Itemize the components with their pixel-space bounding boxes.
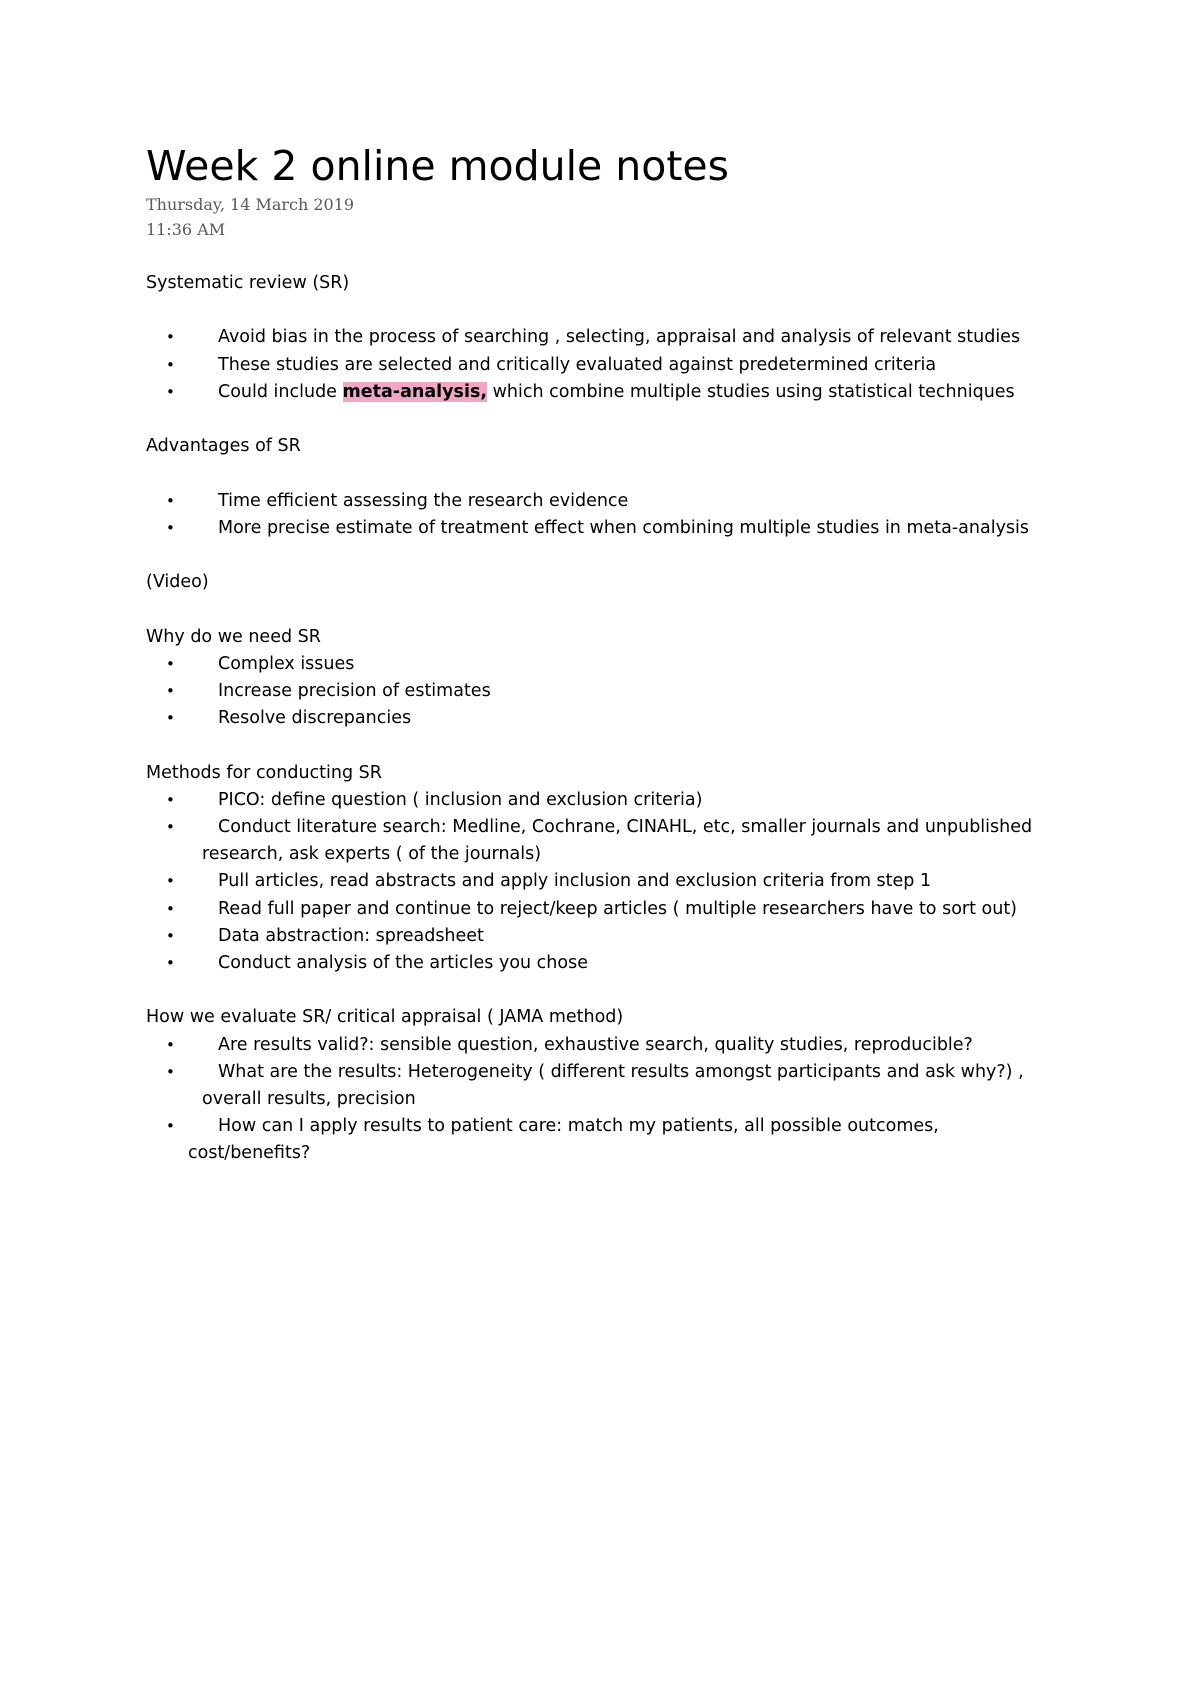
- list-item: [146, 515, 1086, 542]
- page-title: Week 2 online module notes: [146, 142, 729, 190]
- list-item-text: Read full paper and continue to reject/keep articles ( multiple researchers have to sort out): [218, 898, 1018, 919]
- list-item-text: Conduct analysis of the articles you chose: [218, 952, 588, 973]
- list-item-text: Are results valid?: sensible question, exhaustive search, quality studies, reproducible?: [218, 1034, 973, 1055]
- section-heading-evaluate: How we evaluate SR/ critical appraisal ( JAMA method): [146, 1007, 624, 1028]
- list-item-text: Conduct literature search: Medline, Cochrane, CINAHL, etc, smaller journals and unpublished: [218, 816, 1033, 837]
- video-label: (Video): [146, 572, 209, 593]
- list-item-text: More precise estimate of treatment effect when combining multiple studies in meta-analysis: [218, 517, 1030, 538]
- bullet-icon: •: [166, 817, 175, 836]
- bullet-icon: •: [166, 355, 175, 374]
- list-item-text-after: which combine multiple studies using statistical techniques: [487, 381, 1015, 402]
- bullet-icon: •: [166, 790, 175, 809]
- section-heading-why: Why do we need SR: [146, 626, 321, 647]
- list-item-text: Avoid bias in the process of searching , selecting, appraisal and analysis of relevant studies: [218, 327, 1021, 348]
- section-heading-methods: Methods for conducting SR: [146, 762, 382, 783]
- list-item: [146, 1032, 1086, 1059]
- list-item-text: Time efficient assessing the research evidence: [218, 490, 629, 511]
- list-item: [146, 678, 1086, 705]
- list-item-text: PICO: define question ( inclusion and exclusion criteria): [218, 789, 703, 810]
- bullet-icon: •: [166, 1062, 175, 1081]
- list-item: [146, 950, 1086, 977]
- list-item-continuation: overall results, precision: [202, 1088, 416, 1109]
- list-item: [146, 814, 1086, 868]
- list-item: [146, 868, 1086, 895]
- bullet-icon: •: [166, 872, 175, 891]
- list-item: [146, 324, 1086, 351]
- methods-list: [146, 787, 1086, 977]
- list-item-text-before: Could include: [218, 381, 343, 402]
- advantages-list: [146, 488, 1086, 542]
- note-date: Thursday, 14 March 2019: [146, 195, 355, 214]
- list-item-continuation: research, ask experts ( of the journals): [202, 844, 542, 865]
- bullet-icon: •: [166, 926, 175, 945]
- list-item-text: These studies are selected and critically evaluated against predetermined criteria: [218, 354, 937, 375]
- bullet-icon: •: [166, 491, 175, 510]
- bullet-icon: •: [166, 681, 175, 700]
- list-item: [146, 352, 1086, 379]
- sr-list: [146, 324, 1086, 406]
- bullet-icon: •: [166, 518, 175, 537]
- section-heading-advantages: Advantages of SR: [146, 436, 301, 457]
- list-item-text: How can I apply results to patient care: match my patients, all possible outcomes,: [218, 1116, 939, 1137]
- bullet-icon: •: [166, 1117, 175, 1136]
- list-item-text: Data abstraction: spreadsheet: [218, 925, 484, 946]
- list-item: [146, 787, 1086, 814]
- list-item: [146, 379, 1086, 406]
- list-item: [146, 1113, 1086, 1167]
- list-item: [146, 1059, 1086, 1113]
- bullet-icon: •: [166, 899, 175, 918]
- list-item: [146, 651, 1086, 678]
- list-item-continuation: cost/benefits?: [188, 1143, 311, 1164]
- note-body: [146, 270, 1086, 1168]
- why-list: [146, 651, 1086, 733]
- bullet-icon: •: [166, 709, 175, 728]
- bullet-icon: •: [166, 382, 175, 401]
- bullet-icon: •: [166, 654, 175, 673]
- highlighted-term: meta-analysis,: [342, 381, 488, 402]
- list-item-text: Pull articles, read abstracts and apply inclusion and exclusion criteria from step 1: [218, 871, 932, 892]
- list-item: [146, 705, 1086, 732]
- list-item-text: Resolve discrepancies: [218, 708, 412, 729]
- bullet-icon: •: [166, 328, 175, 347]
- list-item-text: What are the results: Heterogeneity ( different results amongst participants and ask why?) ,: [218, 1061, 1024, 1082]
- evaluate-list: [146, 1032, 1086, 1168]
- bullet-icon: •: [166, 1035, 175, 1054]
- list-item-text: Increase precision of estimates: [218, 680, 491, 701]
- list-item-text: Complex issues: [218, 653, 355, 674]
- list-item: [146, 488, 1086, 515]
- list-item: [146, 923, 1086, 950]
- bullet-icon: •: [166, 953, 175, 972]
- section-heading-sr: Systematic review (SR): [146, 273, 350, 293]
- note-time: 11:36 AM: [146, 220, 226, 239]
- list-item: [146, 896, 1086, 923]
